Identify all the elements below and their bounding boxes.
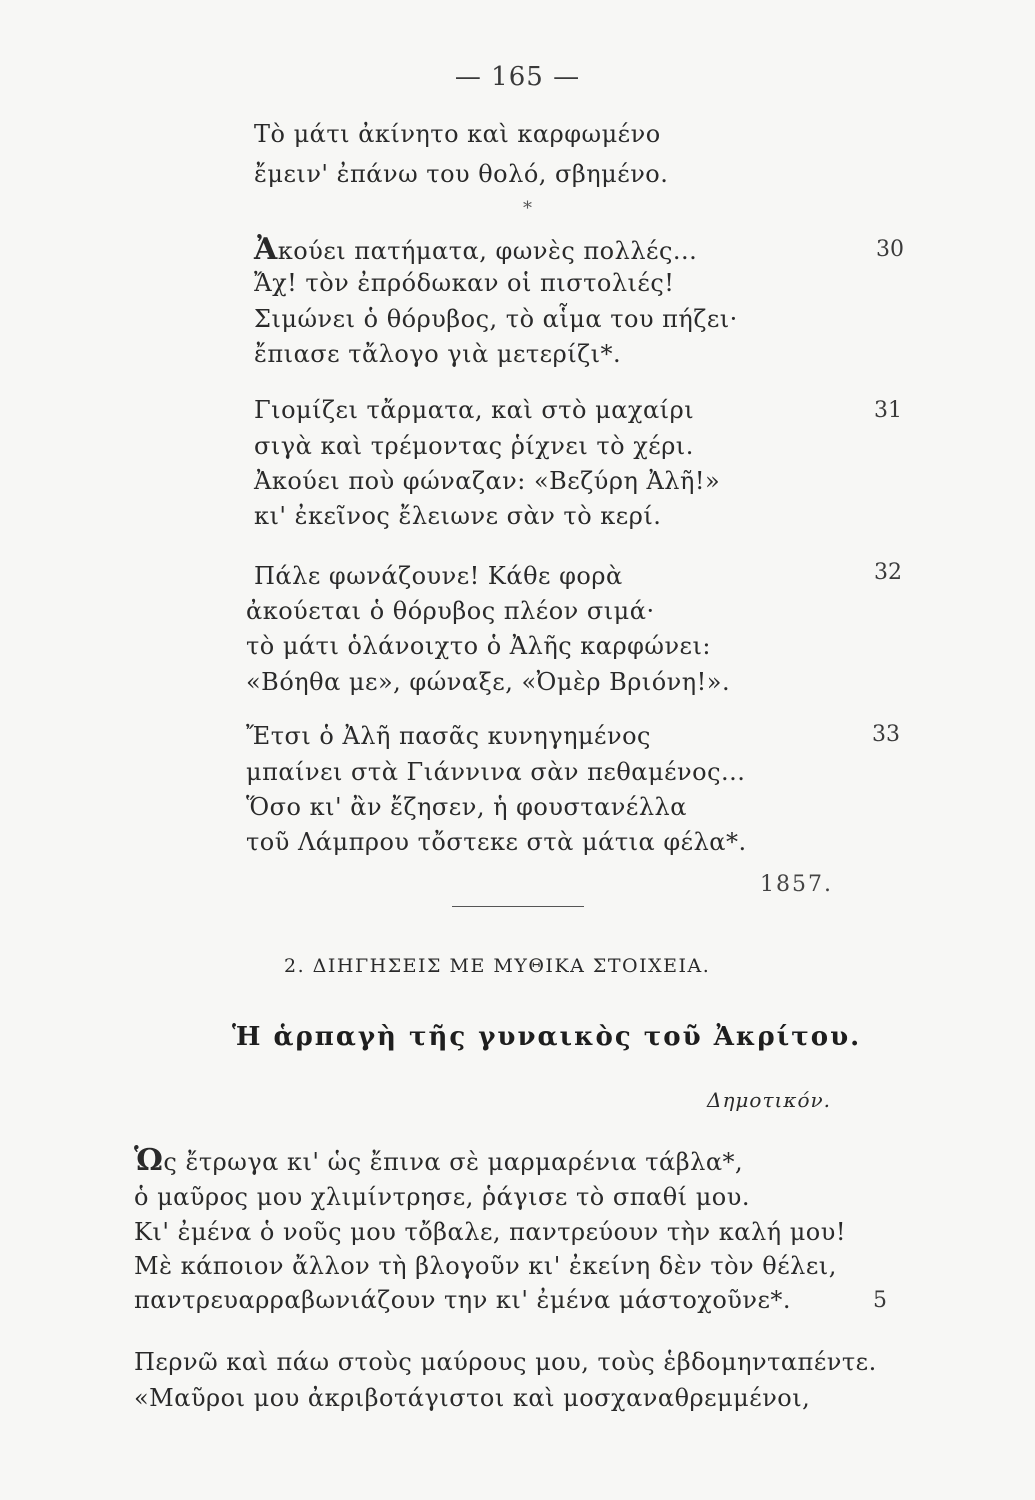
- verse-line: «Μαῦροι μου ἀκριβοτάγιστοι καὶ μοσχαναθρεμμένοι,: [134, 1384, 811, 1412]
- verse-line-rest: κούει πατήματα, φωνὲς πολλές...: [277, 237, 698, 265]
- verse-line: ἔμειν' ἐπάνω του θολό, σβημένο.: [254, 160, 669, 188]
- page-number: — 165 —: [454, 62, 581, 92]
- stanza-number: 30: [876, 237, 904, 262]
- drop-initial: Ἀ: [254, 232, 278, 267]
- verse-line: «Βόηθα με», φώναξε, «Ὀμὲρ Βριόνη!».: [246, 668, 731, 696]
- verse-line: Ἔτσι ὁ Ἀλῆ πασᾶς κυνηγημένος: [246, 722, 651, 750]
- poem-title: Ἡ ἁρπαγὴ τῆς γυναικὸς τοῦ Ἀκρίτου.: [232, 1022, 862, 1052]
- drop-initial: Ὡ: [134, 1143, 164, 1178]
- line-number: 5: [873, 1288, 887, 1313]
- verse-line: [134, 1143, 743, 1178]
- verse-line: Ἄχ! τὸν ἐπρόδωκαν οἱ πιστολιές!: [254, 269, 675, 297]
- verse-line-rest: ς ἔτρωγα κι' ὡς ἔπινα σὲ μαρμαρένια τάβλα*,: [163, 1148, 744, 1176]
- verse-line: ἀκούεται ὁ θόρυβος πλέον σιμά·: [246, 597, 655, 625]
- section-heading: 2. ΔΙΗΓΗΣΕΙΣ ΜΕ ΜΥΘΙΚΑ ΣΤΟΙΧΕΙΑ.: [284, 955, 711, 977]
- stanza-number: 32: [874, 560, 902, 585]
- verse-line: ὁ μαῦρος μου χλιμίντρησε, ῥάγισε τὸ σπαθί μου.: [134, 1183, 750, 1211]
- separator-asterisk: *: [523, 198, 532, 219]
- verse-line: Τὸ μάτι ἀκίνητο καὶ καρφωμένο: [254, 120, 661, 148]
- verse-line: τὸ μάτι ὁλάνοιχτο ὁ Ἀλῆς καρφώνει:: [246, 632, 711, 660]
- verse-line: Περνῶ καὶ πάω στοὺς μαύρους μου, τοὺς ἑβδομηνταπέντε.: [134, 1348, 877, 1376]
- verse-line: Ὅσο κι' ἂν ἔζησεν, ἡ φουστανέλλα: [246, 793, 687, 821]
- verse-line: Γιομίζει τἄρματα, καὶ στὸ μαχαίρι: [254, 396, 695, 424]
- verse-line: σιγὰ καὶ τρέμοντας ῥίχνει τὸ χέρι.: [254, 432, 694, 460]
- verse-line: [254, 232, 697, 267]
- poem-source: Δημοτικόν.: [707, 1088, 832, 1112]
- poem-date: 1857.: [760, 872, 833, 897]
- verse-line: ἔπιασε τἄλογο γιὰ μετερίζι*.: [254, 340, 622, 368]
- verse-line: Σιμώνει ὁ θόρυβος, τὸ αἷμα του πήζει·: [254, 305, 738, 333]
- stanza-number: 31: [874, 398, 902, 423]
- verse-line: Ἀκούει ποὺ φώναζαν: «Βεζύρη Ἀλῆ!»: [254, 467, 721, 495]
- verse-line: Κι' ἐμένα ὁ νοῦς μου τὄβαλε, παντρεύουν τὴν καλή μου!: [134, 1218, 846, 1246]
- verse-line: Πάλε φωνάζουνε! Κάθε φορὰ: [254, 562, 623, 590]
- verse-line: μπαίνει στὰ Γιάννινα σὰν πεθαμένος...: [246, 758, 746, 786]
- section-divider: [452, 906, 584, 907]
- verse-line: Μὲ κάποιον ἄλλον τὴ βλογοῦν κι' ἐκείνη δὲν τὸν θέλει,: [134, 1252, 837, 1280]
- stanza-number: 33: [872, 722, 900, 747]
- verse-line: τοῦ Λάμπρου τὄστεκε στὰ μάτια φέλα*.: [246, 828, 747, 856]
- verse-line: κι' ἐκεῖνος ἔλειωνε σὰν τὸ κερί.: [254, 502, 662, 530]
- verse-line: παντρευαρραβωνιάζουν την κι' ἐμένα μάστοχοῦνε*.: [134, 1286, 792, 1314]
